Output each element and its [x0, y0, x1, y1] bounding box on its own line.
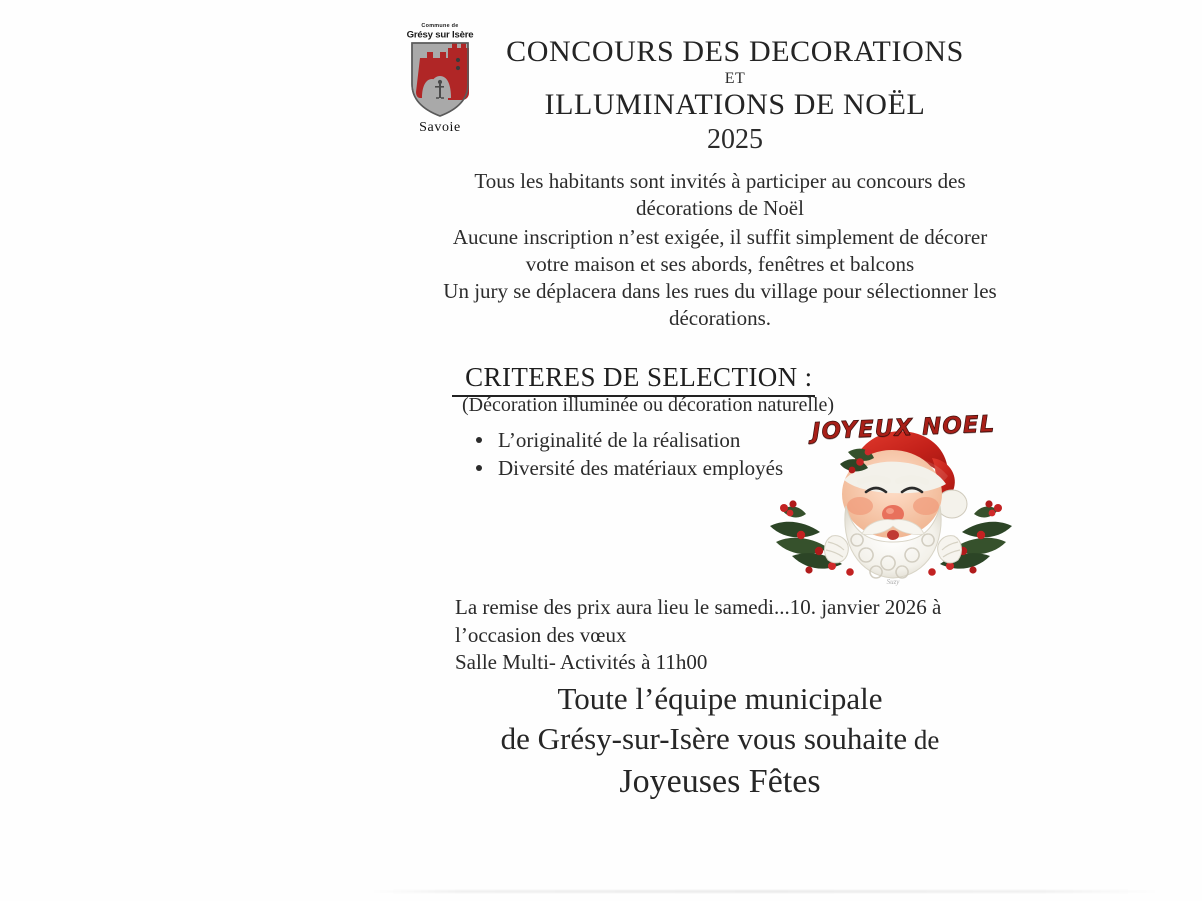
title-conjunction: ET	[724, 70, 746, 88]
closing-line-2	[420, 720, 1020, 757]
title-line-1: CONCOURS DES DECORATIONS	[506, 35, 964, 68]
scan-shadow-edge	[370, 890, 1160, 893]
criteria-subtitle: (Décoration illuminée ou décoration naturelle)	[462, 394, 835, 416]
closing-line-2-main: de Grésy-sur-Isère vous souhaite	[500, 721, 908, 757]
criteria-list	[452, 426, 783, 482]
closing-line-3: Joyeuses Fêtes	[619, 763, 821, 801]
ceremony-details	[455, 594, 975, 677]
closing-greeting	[420, 680, 1020, 803]
svg-text:Commune de: Commune de	[421, 23, 459, 29]
criteria-heading: CRITERES DE SELECTION :	[452, 362, 815, 397]
svg-text:Suzy: Suzy	[886, 578, 900, 586]
list-item: L’originalité de la réalisation	[476, 426, 783, 454]
poster-title-block	[470, 36, 1000, 155]
title-line-3: ILLUMINATIONS DE NOËL	[544, 87, 926, 121]
ceremony-line-1: La remise des prix aura lieu le samedi...10. janvier 2026 à	[455, 595, 942, 619]
intro-paragraph-1: Tous les habitants sont invités à participer au concours des décorations de Noël	[474, 169, 966, 220]
closing-line-1: Toute l’équipe municipale	[557, 681, 883, 716]
svg-text:Grésy sur Isère: Grésy sur Isère	[406, 29, 474, 41]
jury-paragraph: Un jury se déplacera dans les rues du village pour sélectionner les décorations.	[443, 279, 997, 330]
closing-line-2-tail: de	[907, 725, 940, 756]
ceremony-line-3: Salle Multi- Activités à 11h00	[455, 650, 708, 675]
list-item: Diversité des matériaux employés	[476, 454, 783, 482]
svg-text:Savoie: Savoie	[419, 120, 461, 134]
intro-paragraph-2: Aucune inscription n’est exigée, il suffit simplement de décorer votre maison et ses abords, fenêtres et balcons	[452, 224, 988, 276]
title-year: 2025	[707, 124, 763, 156]
joyeux-noel-greeting: JOYEUX NOEL	[811, 411, 996, 445]
intro-section	[440, 168, 1000, 278]
ceremony-line-2: l’occasion des vœux	[455, 622, 627, 647]
